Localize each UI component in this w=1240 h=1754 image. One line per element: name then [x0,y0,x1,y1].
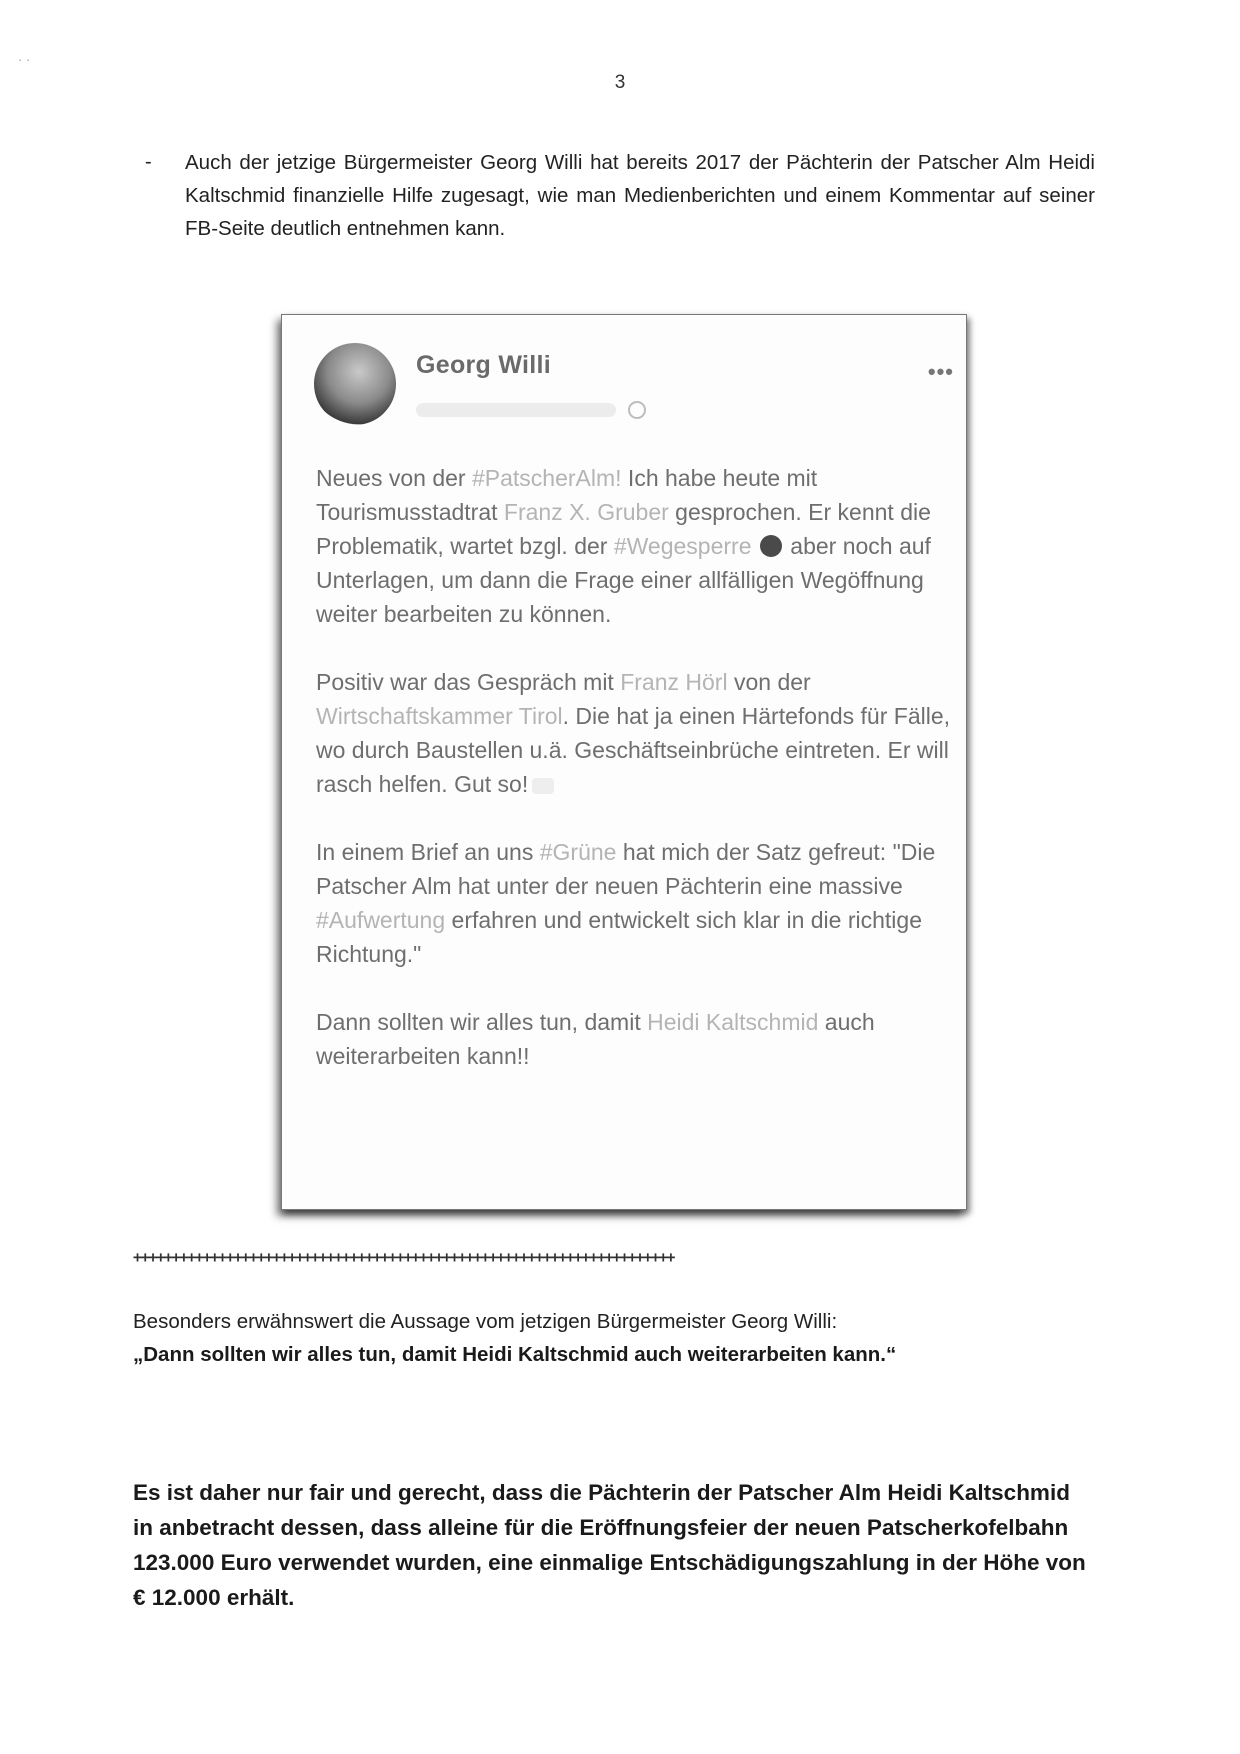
bullet-paragraph [145,146,1095,245]
blurred-date [416,403,616,417]
post-paragraph: In einem Brief an uns #Grüne hat mich der Satz gefreut: "Die Patscher Alm hat unter der neuen Pächterin eine massive #Aufwertung erfahren und entwickelt sich klar in die richtige Richtung." [316,839,936,967]
more-options-icon: ••• [927,359,954,384]
scan-corner-marks: · · [18,52,31,67]
post-paragraph: Dann sollten wir alles tun, damit Heidi Kaltschmid auch weiterarbeiten kann!! [316,1009,875,1069]
bullet-dash: - [145,151,152,173]
page-number: 3 [614,72,626,93]
hashtag-link: #Wegesperre [613,533,752,559]
post-author-name: Georg Willi [416,351,552,379]
hashtag-link: #Grüne [539,839,617,865]
post-paragraph: Neues von der #PatscherAlm! Ich habe heute mit Tourismusstadtrat Franz X. Gruber gesprochen. Er kennt die Problematik, wartet bzgl. der #Wegesperre aber noch auf Unterlagen, um dann die Frage einer allfälligen Wegöffnung weiter bearbeiten zu können. [316,465,931,627]
organization-link: Wirtschaftskammer Tirol [316,703,563,729]
bullet-text: Auch der jetzige Bürgermeister Georg Willi hat bereits 2017 der Pächterin der Patscher Alm Heidi Kaltschmid finanzielle Hilfe zugesagt, wie man Medienberichten und einem Kommentar auf seiner FB-Seite deutlich entnehmen kann. [185,151,1095,240]
author-avatar [314,343,396,425]
emoji-icon [532,778,554,794]
person-link: Franz X. Gruber [503,499,669,525]
facebook-post-screenshot [281,314,967,1210]
person-link: Heidi Kaltschmid [647,1009,819,1035]
highlighted-quote: „Dann sollten wir alles tun, damit Heidi Kaltschmid auch weiterarbeiten kann.“ [133,1343,897,1366]
post-date-line [416,399,696,421]
post-body [316,461,956,1107]
separator-line: ++++++++++++++++++++++++++++++++++++++++++++++++++++++++++++++++++++++ [133,1248,675,1266]
hashtag-link: #PatscherAlm! [471,465,622,491]
person-link: Franz Hörl [620,669,728,695]
emoji-icon [760,535,782,557]
hashtag-link: #Aufwertung [316,907,446,933]
post-paragraph: Positiv war das Gespräch mit Franz Hörl von der Wirtschaftskammer Tirol. Die hat ja einen Härtefonds für Fälle, wo durch Baustellen u.ä. Geschäftseinbrüche eintreten. Er will rasch helfen. Gut so! [316,669,951,797]
globe-icon [628,401,646,419]
conclusion-paragraph: Es ist daher nur fair und gerecht, dass die Pächterin der Patscher Alm Heidi Kaltschmid in anbetracht dessen, dass alleine für die Eröffnungsfeier der neuen Patscherkofelbahn 123.000 Euro verwendet wurden, eine einmalige Entschädigungszahlung in der Höhe von € 12.000 erhält. [133,1480,1086,1610]
note-text: Besonders erwähnswert die Aussage vom jetzigen Bürgermeister Georg Willi: [133,1310,838,1333]
